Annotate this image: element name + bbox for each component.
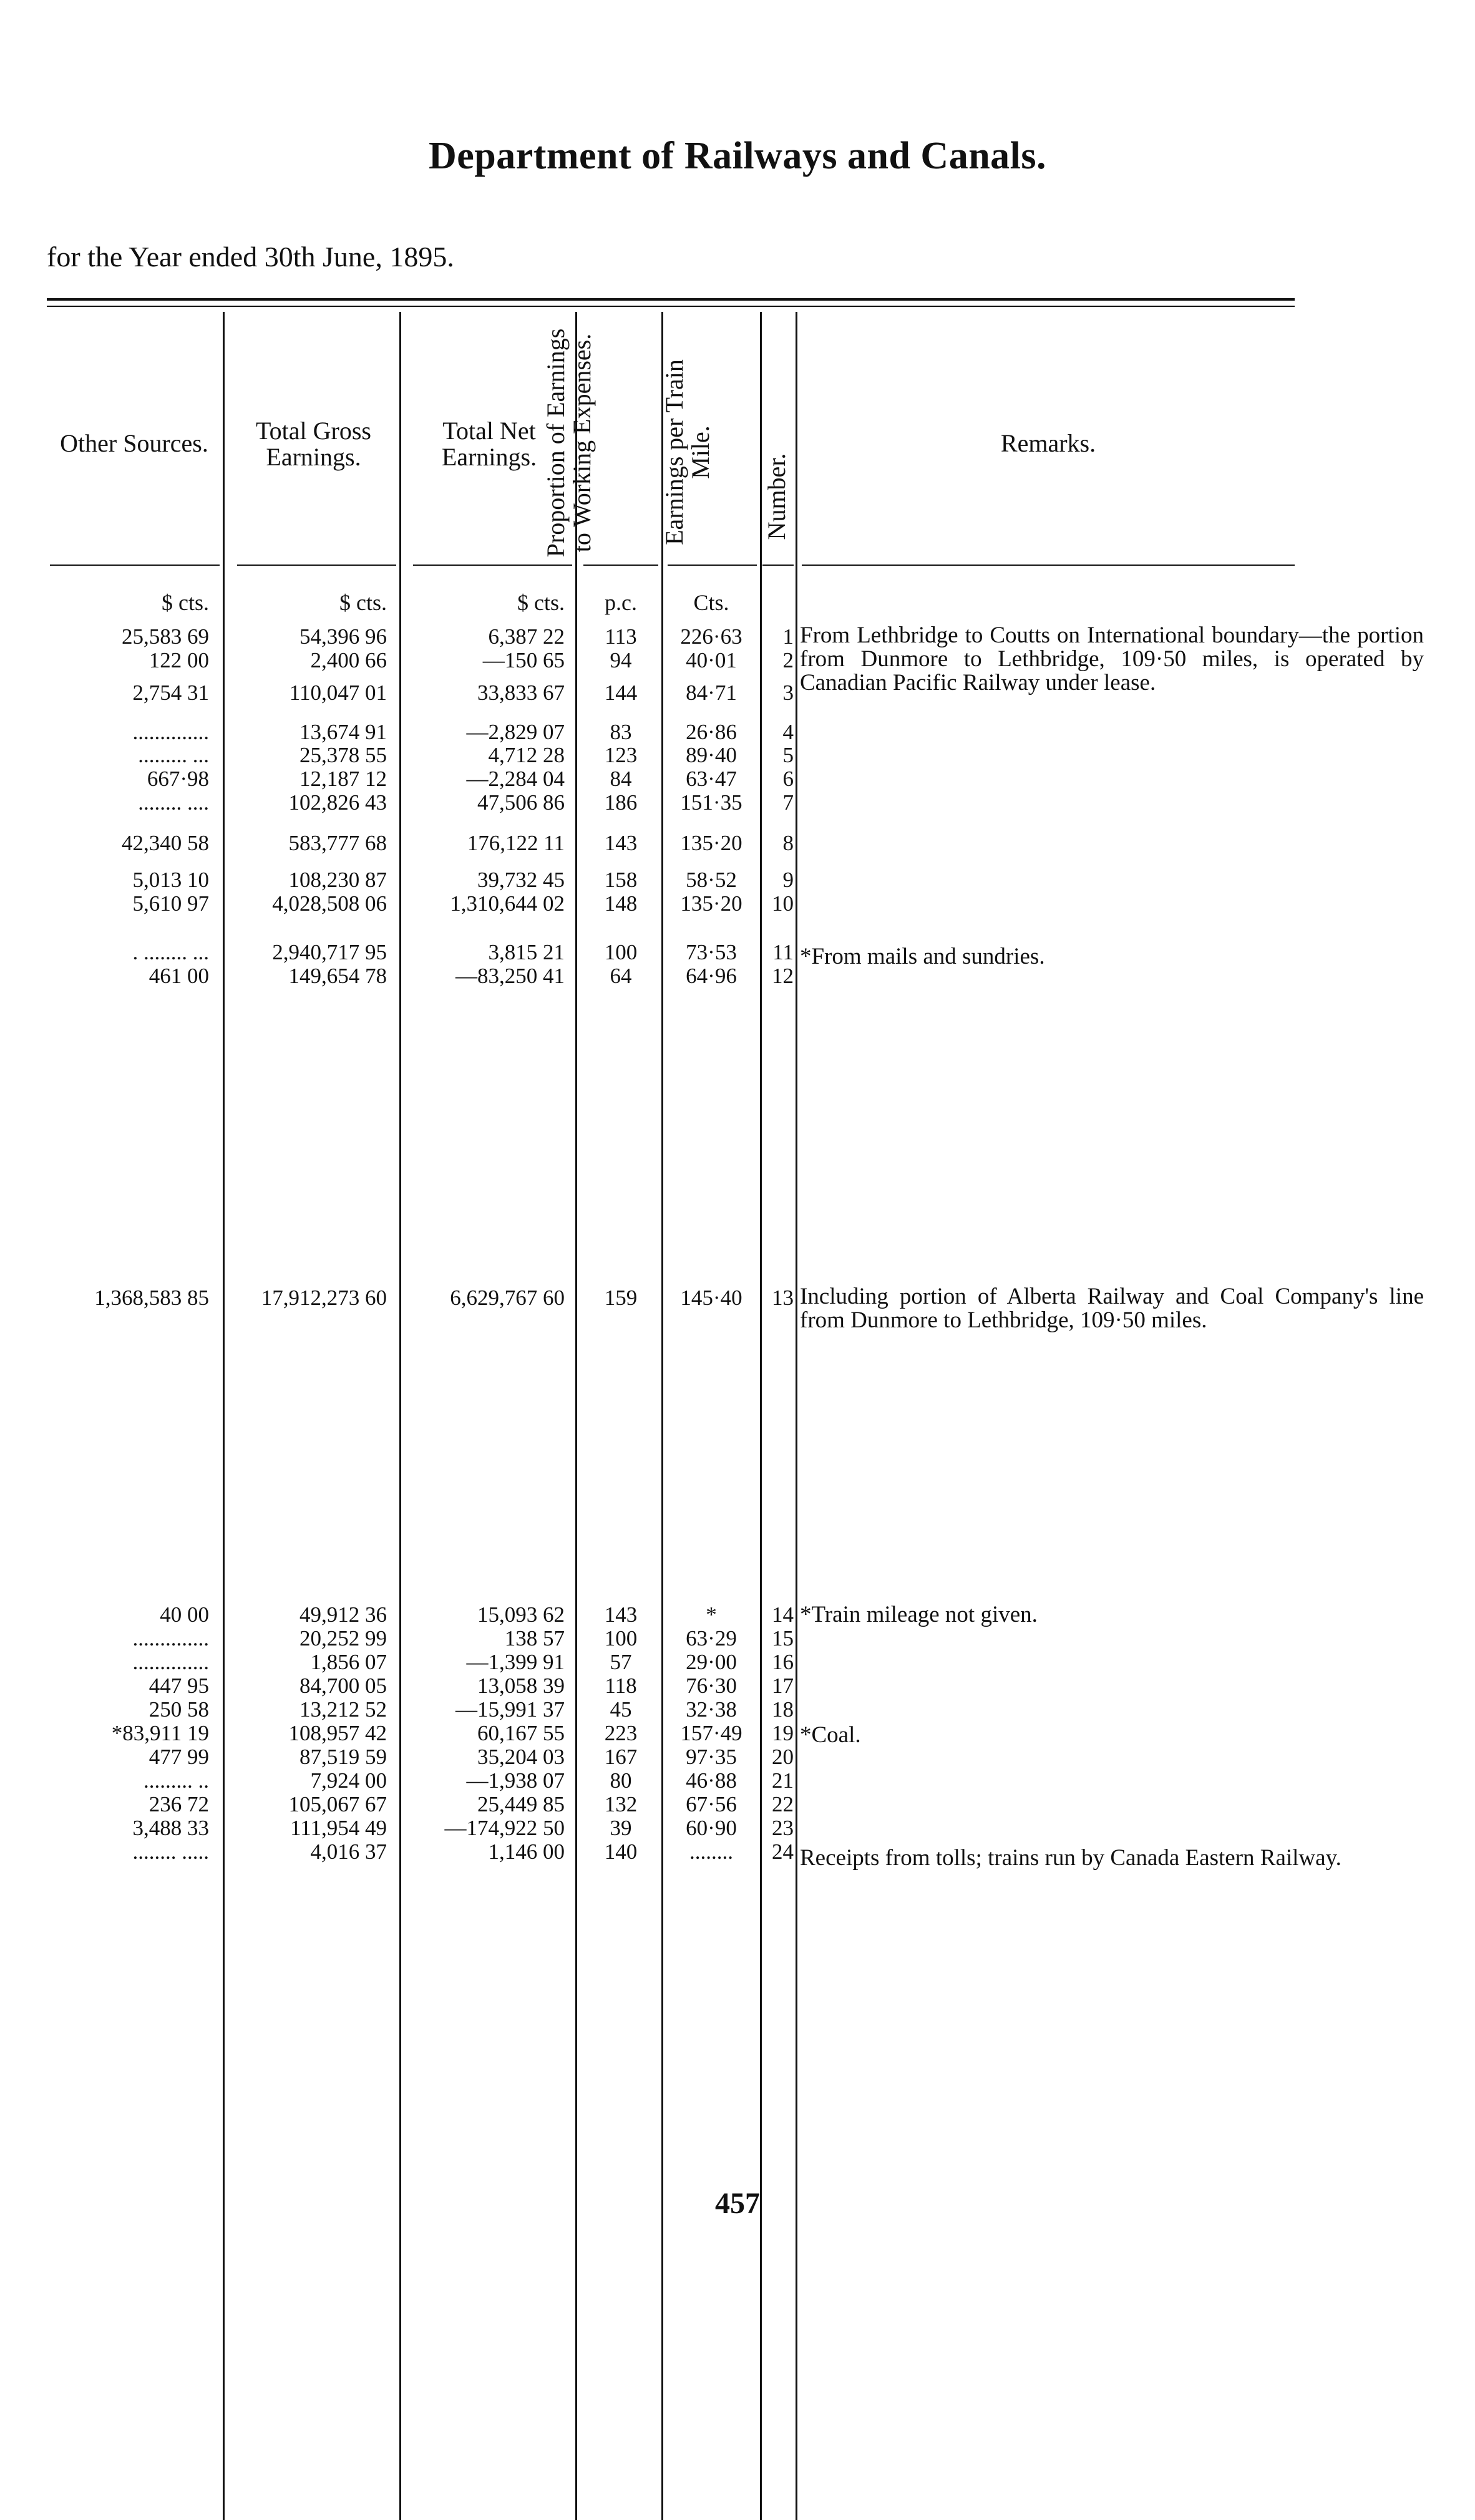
cell-num-row-6: 6: [782, 767, 794, 791]
header-other-sources: Other Sources.: [60, 429, 208, 457]
cell-net-row-13: 6,629,767 60: [450, 1286, 565, 1310]
cell-num-row-7: 7: [782, 790, 794, 815]
cell-pc-row-13: 159: [604, 1286, 638, 1310]
cell-gross-row-22: 105,067 67: [288, 1792, 387, 1816]
cell-num-row-1: 1: [782, 624, 794, 649]
remark-row-24: Receipts from tolls; trains run by Canada Eastern Railway.: [800, 1845, 1341, 1871]
cell-other-row-23: 3,488 33: [132, 1816, 209, 1840]
cell-other-row-16: ..............: [132, 1650, 209, 1674]
cell-net-row-24: 1,146 00: [488, 1839, 565, 1864]
cell-net-row-8: 176,122 11: [467, 831, 565, 855]
cell-num-row-2: 2: [782, 648, 794, 672]
cell-cts-row-3: 84·71: [686, 681, 737, 705]
remark-row-1: From Lethbridge to Coutts on International boundary—the portion from Dunmore to Lethbridge, 109·50 miles, is operated by Canadian Pacific Railway under lease.: [800, 623, 1424, 695]
cell-num-row-12: 12: [772, 964, 794, 988]
cell-gross-row-13: 17,912,273 60: [261, 1286, 387, 1310]
cell-pc-row-2: 94: [610, 648, 632, 672]
cell-pc-row-12: 64: [610, 964, 632, 988]
cell-pc-row-7: 186: [604, 790, 638, 815]
cell-pc-row-17: 118: [605, 1674, 637, 1698]
cell-net-row-6: —2,284 04: [466, 767, 565, 791]
cell-gross-row-3: 110,047 01: [289, 681, 387, 705]
cell-net-row-20: 35,204 03: [477, 1745, 565, 1769]
cell-gross-row-6: 12,187 12: [299, 767, 387, 791]
cell-net-row-12: —83,250 41: [455, 964, 565, 988]
cell-other-row-9: 5,013 10: [132, 868, 209, 892]
cell-cts-row-5: 89·40: [686, 743, 737, 767]
cell-pc-row-18: 45: [610, 1697, 632, 1722]
header-total-net: Total Net Earnings.: [441, 417, 537, 471]
cell-num-row-20: 20: [772, 1745, 794, 1769]
cell-net-row-23: —174,922 50: [444, 1816, 565, 1840]
cell-pc-row-16: 57: [610, 1650, 632, 1674]
cell-gross-row-14: 49,912 36: [299, 1602, 387, 1627]
cell-net-row-14: 15,093 62: [477, 1602, 565, 1627]
header-total-gross: Total Gross Earnings.: [256, 417, 371, 471]
cell-gross-row-24: 4,016 37: [310, 1839, 387, 1864]
cell-cts-row-15: 63·29: [686, 1626, 737, 1650]
page-number: 457: [715, 2187, 760, 2220]
unit-pc: p.c.: [605, 590, 637, 615]
header-rule-4: [583, 565, 658, 566]
cell-pc-row-14: 143: [604, 1602, 638, 1627]
header-rule-6: [762, 565, 794, 566]
cell-other-row-12: 461 00: [148, 964, 209, 988]
cell-other-row-13: 1,368,583 85: [94, 1286, 209, 1310]
cell-other-row-14: 40 00: [160, 1602, 209, 1627]
remark-row-14: *Train mileage not given.: [800, 1602, 1038, 1627]
cell-pc-row-6: 84: [610, 767, 632, 791]
cell-net-row-5: 4,712 28: [488, 743, 565, 767]
cell-cts-row-6: 63·47: [686, 767, 737, 791]
cell-pc-row-10: 148: [604, 891, 638, 916]
header-rule-2: [237, 565, 396, 566]
cell-num-row-22: 22: [772, 1792, 794, 1816]
cell-cts-row-17: 76·30: [686, 1674, 737, 1698]
cell-pc-row-11: 100: [604, 940, 638, 964]
cell-pc-row-19: 223: [604, 1721, 638, 1745]
remark-row-19: *Coal.: [800, 1722, 861, 1748]
unit-other: $ cts.: [162, 590, 209, 615]
cell-num-row-9: 9: [782, 868, 794, 892]
cell-cts-row-22: 67·56: [686, 1792, 737, 1816]
cell-pc-row-8: 143: [604, 831, 638, 855]
cell-pc-row-15: 100: [604, 1626, 638, 1650]
cell-pc-row-1: 113: [605, 624, 637, 649]
cell-other-row-17: 447 95: [148, 1674, 209, 1698]
cell-gross-row-4: 13,674 91: [299, 720, 387, 744]
cell-other-row-19: *83,911 19: [111, 1721, 209, 1745]
cell-cts-row-9: 58·52: [686, 868, 737, 892]
cell-cts-row-2: 40·01: [686, 648, 737, 672]
cell-other-row-20: 477 99: [148, 1745, 209, 1769]
cell-net-row-4: —2,829 07: [466, 720, 565, 744]
header-number: Number.: [762, 453, 791, 540]
cell-net-row-2: —150 65: [482, 648, 565, 672]
header-remarks: Remarks.: [1000, 429, 1096, 457]
cell-num-row-16: 16: [772, 1650, 794, 1674]
remark-row-11: *From mails and sundries.: [800, 944, 1045, 969]
cell-other-row-8: 42,340 58: [122, 831, 209, 855]
cell-gross-row-1: 54,396 96: [299, 624, 387, 649]
unit-gross: $ cts.: [339, 590, 387, 615]
cell-num-row-19: 19: [772, 1721, 794, 1745]
cell-num-row-17: 17: [772, 1674, 794, 1698]
cell-pc-row-23: 39: [610, 1816, 632, 1840]
cell-gross-row-18: 13,212 52: [299, 1697, 387, 1722]
cell-other-row-22: 236 72: [148, 1792, 209, 1816]
cell-gross-row-12: 149,654 78: [288, 964, 387, 988]
cell-pc-row-21: 80: [610, 1768, 632, 1793]
cell-other-row-1: 25,583 69: [122, 624, 209, 649]
cell-gross-row-19: 108,957 42: [288, 1721, 387, 1745]
cell-gross-row-9: 108,230 87: [288, 868, 387, 892]
cell-other-row-7: ........ ....: [138, 790, 209, 815]
cell-net-row-3: 33,833 67: [477, 681, 565, 705]
cell-num-row-3: 3: [782, 681, 794, 705]
cell-other-row-15: ..............: [132, 1626, 209, 1650]
cell-num-row-24: 24: [772, 1839, 794, 1864]
cell-gross-row-10: 4,028,508 06: [272, 891, 387, 916]
cell-cts-row-19: 157·49: [680, 1721, 742, 1745]
cell-num-row-4: 4: [782, 720, 794, 744]
cell-pc-row-5: 123: [604, 743, 638, 767]
cell-cts-row-21: 46·88: [686, 1768, 737, 1793]
cell-net-row-21: —1,938 07: [466, 1768, 565, 1793]
cell-num-row-11: 11: [772, 940, 794, 964]
cell-gross-row-2: 2,400 66: [310, 648, 387, 672]
cell-gross-row-21: 7,924 00: [310, 1768, 387, 1793]
header-proportion: Proportion of Earnings to Working Expenses.: [542, 328, 596, 558]
cell-net-row-22: 25,449 85: [477, 1792, 565, 1816]
cell-cts-row-18: 32·38: [686, 1697, 737, 1722]
unit-net: $ cts.: [517, 590, 565, 615]
cell-num-row-8: 8: [782, 831, 794, 855]
cell-cts-row-10: 135·20: [680, 891, 742, 916]
cell-cts-row-7: 151·35: [680, 790, 742, 815]
cell-pc-row-20: 167: [604, 1745, 638, 1769]
cell-cts-row-24: ........: [689, 1839, 733, 1864]
cell-pc-row-9: 158: [604, 868, 638, 892]
cell-net-row-10: 1,310,644 02: [450, 891, 565, 916]
cell-gross-row-20: 87,519 59: [299, 1745, 387, 1769]
cell-other-row-5: ......... ...: [138, 743, 209, 767]
remark-row-13: Including portion of Alberta Railway and Coal Company's line from Dunmore to Lethbridge, 109·50 miles.: [800, 1284, 1424, 1333]
cell-pc-row-4: 83: [610, 720, 632, 744]
cell-cts-row-23: 60·90: [686, 1816, 737, 1840]
cell-net-row-1: 6,387 22: [488, 624, 565, 649]
top-rule-thin: [47, 306, 1295, 307]
cell-cts-row-4: 26·86: [686, 720, 737, 744]
header-rule-1: [50, 565, 220, 566]
cell-net-row-18: —15,991 37: [455, 1697, 565, 1722]
cell-gross-row-17: 84,700 05: [299, 1674, 387, 1698]
cell-net-row-9: 39,732 45: [477, 868, 565, 892]
header-rule-5: [668, 565, 757, 566]
cell-cts-row-13: 145·40: [680, 1286, 742, 1310]
cell-num-row-23: 23: [772, 1816, 794, 1840]
header-rule-7: [802, 565, 1295, 566]
cell-gross-row-11: 2,940,717 95: [272, 940, 387, 964]
cell-num-row-21: 21: [772, 1768, 794, 1793]
header-rule-3: [413, 565, 572, 566]
cell-num-row-13: 13: [772, 1286, 794, 1310]
cell-other-row-18: 250 58: [148, 1697, 209, 1722]
cell-pc-row-22: 132: [604, 1792, 638, 1816]
cell-cts-row-20: 97·35: [686, 1745, 737, 1769]
cell-other-row-3: 2,754 31: [132, 681, 209, 705]
cell-other-row-4: ..............: [132, 720, 209, 744]
cell-net-row-17: 13,058 39: [477, 1674, 565, 1698]
cell-other-row-10: 5,610 97: [132, 891, 209, 916]
cell-gross-row-7: 102,826 43: [288, 790, 387, 815]
cell-other-row-6: 667·98: [147, 767, 209, 791]
cell-net-row-19: 60,167 55: [477, 1721, 565, 1745]
cell-other-row-24: ........ .....: [132, 1839, 209, 1864]
cell-cts-row-8: 135·20: [680, 831, 742, 855]
top-rule: [47, 298, 1295, 301]
cell-num-row-5: 5: [782, 743, 794, 767]
cell-cts-row-11: 73·53: [686, 940, 737, 964]
cell-other-row-11: . ........ ...: [132, 940, 209, 964]
page-subtitle: for the Year ended 30th June, 1895.: [47, 241, 454, 273]
cell-num-row-14: 14: [772, 1602, 794, 1627]
cell-gross-row-8: 583,777 68: [288, 831, 387, 855]
cell-num-row-18: 18: [772, 1697, 794, 1722]
cell-other-row-2: 122 00: [148, 648, 209, 672]
cell-net-row-11: 3,815 21: [488, 940, 565, 964]
unit-cts: Cts.: [693, 590, 729, 615]
header-per-train-mile: Earnings per Train Mile.: [660, 359, 714, 545]
cell-num-row-15: 15: [772, 1626, 794, 1650]
cell-net-row-7: 47,506 86: [477, 790, 565, 815]
cell-cts-row-12: 64·96: [686, 964, 737, 988]
cell-gross-row-15: 20,252 99: [299, 1626, 387, 1650]
cell-gross-row-5: 25,378 55: [299, 743, 387, 767]
cell-cts-row-1: 226·63: [680, 624, 742, 649]
cell-num-row-10: 10: [772, 891, 794, 916]
cell-net-row-15: 138 57: [504, 1626, 565, 1650]
cell-pc-row-24: 140: [604, 1839, 638, 1864]
cell-net-row-16: —1,399 91: [466, 1650, 565, 1674]
cell-gross-row-23: 111,954 49: [290, 1816, 387, 1840]
cell-cts-row-14: *: [706, 1602, 717, 1627]
cell-pc-row-3: 144: [604, 681, 638, 705]
cell-gross-row-16: 1,856 07: [310, 1650, 387, 1674]
cell-cts-row-16: 29·00: [686, 1650, 737, 1674]
page-title: Department of Railways and Canals.: [428, 135, 1047, 177]
cell-other-row-21: ......... ..: [144, 1768, 209, 1793]
